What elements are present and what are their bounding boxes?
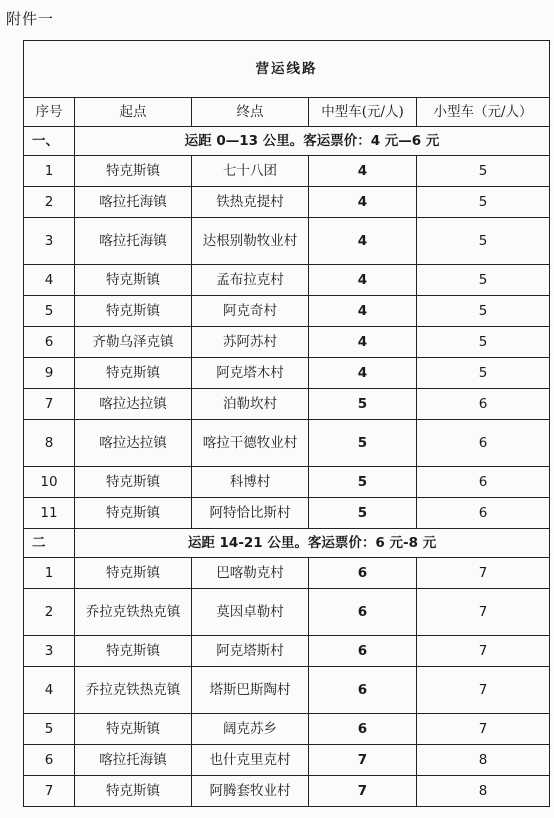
table-row — [24, 218, 550, 265]
header-index: 序号 — [24, 98, 75, 127]
row-start: 喀拉托海镇 — [75, 218, 192, 265]
route-table — [23, 40, 550, 807]
row-start: 特克斯镇 — [75, 498, 192, 529]
row-end: 阔克苏乡 — [192, 714, 309, 745]
row-small-fare: 7 — [417, 558, 550, 589]
row-index: 7 — [24, 389, 75, 420]
table-row — [24, 467, 550, 498]
row-small-fare: 6 — [417, 498, 550, 529]
row-start: 乔拉克铁热克镇 — [75, 667, 192, 714]
row-end: 塔斯巴斯陶村 — [192, 667, 309, 714]
row-end: 七十八团 — [192, 156, 309, 187]
row-start: 特克斯镇 — [75, 265, 192, 296]
table-row — [24, 714, 550, 745]
row-start: 特克斯镇 — [75, 714, 192, 745]
row-index: 2 — [24, 187, 75, 218]
row-medium-fare: 5 — [309, 498, 417, 529]
row-start: 特克斯镇 — [75, 156, 192, 187]
row-end: 铁热克提村 — [192, 187, 309, 218]
table-title: 营运线路 — [24, 41, 550, 98]
row-end: 也什克里克村 — [192, 745, 309, 776]
row-end: 巴喀勒克村 — [192, 558, 309, 589]
row-medium-fare: 4 — [309, 187, 417, 218]
row-small-fare: 7 — [417, 636, 550, 667]
row-end: 泊勒坎村 — [192, 389, 309, 420]
row-small-fare: 5 — [417, 156, 550, 187]
row-end: 莫因卓勒村 — [192, 589, 309, 636]
row-medium-fare: 5 — [309, 389, 417, 420]
row-index: 1 — [24, 558, 75, 589]
row-small-fare: 8 — [417, 745, 550, 776]
row-start: 喀拉托海镇 — [75, 187, 192, 218]
row-medium-fare: 5 — [309, 420, 417, 467]
row-medium-fare: 6 — [309, 558, 417, 589]
table-row — [24, 636, 550, 667]
row-start: 喀拉达拉镇 — [75, 420, 192, 467]
row-medium-fare: 4 — [309, 218, 417, 265]
header-medium-vehicle: 中型车(元/人) — [309, 98, 417, 127]
section-row — [24, 529, 550, 558]
row-start: 乔拉克铁热克镇 — [75, 589, 192, 636]
table-row — [24, 358, 550, 389]
row-small-fare: 7 — [417, 589, 550, 636]
row-medium-fare: 4 — [309, 327, 417, 358]
row-start: 喀拉托海镇 — [75, 745, 192, 776]
row-end: 达根别勒牧业村 — [192, 218, 309, 265]
row-start: 特克斯镇 — [75, 636, 192, 667]
table-row — [24, 265, 550, 296]
row-medium-fare: 5 — [309, 467, 417, 498]
row-medium-fare: 6 — [309, 589, 417, 636]
row-index: 10 — [24, 467, 75, 498]
row-index: 3 — [24, 218, 75, 265]
table-row — [24, 776, 550, 807]
row-index: 6 — [24, 327, 75, 358]
row-medium-fare: 7 — [309, 745, 417, 776]
row-medium-fare: 6 — [309, 714, 417, 745]
header-start: 起点 — [75, 98, 192, 127]
table-header-row — [24, 98, 550, 127]
row-small-fare: 5 — [417, 265, 550, 296]
row-index: 5 — [24, 714, 75, 745]
row-end: 孟布拉克村 — [192, 265, 309, 296]
row-start: 特克斯镇 — [75, 558, 192, 589]
header-end: 终点 — [192, 98, 309, 127]
table-title-row — [24, 41, 550, 98]
row-medium-fare: 4 — [309, 156, 417, 187]
row-small-fare: 5 — [417, 327, 550, 358]
header-small-vehicle: 小型车（元/人） — [417, 98, 550, 127]
row-small-fare: 6 — [417, 467, 550, 498]
row-end: 阿克塔木村 — [192, 358, 309, 389]
row-start: 特克斯镇 — [75, 467, 192, 498]
row-index: 1 — [24, 156, 75, 187]
row-end: 科博村 — [192, 467, 309, 498]
section-description: 运距 14-21 公里。客运票价：6 元-8 元 — [75, 529, 550, 558]
row-small-fare: 5 — [417, 358, 550, 389]
row-small-fare: 7 — [417, 714, 550, 745]
row-end: 喀拉干德牧业村 — [192, 420, 309, 467]
row-end: 阿克奇村 — [192, 296, 309, 327]
table-row — [24, 558, 550, 589]
row-medium-fare: 6 — [309, 636, 417, 667]
row-start: 特克斯镇 — [75, 358, 192, 389]
row-small-fare: 5 — [417, 187, 550, 218]
table-row — [24, 327, 550, 358]
table-row — [24, 667, 550, 714]
attachment-label: 附件一 — [6, 10, 55, 28]
row-small-fare: 6 — [417, 420, 550, 467]
section-row — [24, 127, 550, 156]
row-medium-fare: 7 — [309, 776, 417, 807]
row-medium-fare: 4 — [309, 296, 417, 327]
row-index: 2 — [24, 589, 75, 636]
row-medium-fare: 6 — [309, 667, 417, 714]
row-start: 特克斯镇 — [75, 296, 192, 327]
table-row — [24, 589, 550, 636]
row-end: 阿特恰比斯村 — [192, 498, 309, 529]
row-index: 11 — [24, 498, 75, 529]
section-description: 运距 0—13 公里。客运票价：4 元—6 元 — [75, 127, 550, 156]
section-label: 一、 — [24, 127, 75, 156]
row-small-fare: 5 — [417, 296, 550, 327]
row-small-fare: 6 — [417, 389, 550, 420]
row-index: 7 — [24, 776, 75, 807]
row-small-fare: 8 — [417, 776, 550, 807]
row-small-fare: 7 — [417, 667, 550, 714]
row-index: 9 — [24, 358, 75, 389]
row-index: 6 — [24, 745, 75, 776]
section-label: 二 — [24, 529, 75, 558]
row-medium-fare: 4 — [309, 265, 417, 296]
row-end: 阿克塔斯村 — [192, 636, 309, 667]
row-index: 8 — [24, 420, 75, 467]
row-end: 苏阿苏村 — [192, 327, 309, 358]
row-end: 阿腾套牧业村 — [192, 776, 309, 807]
table-row — [24, 745, 550, 776]
table-row — [24, 420, 550, 467]
table-row — [24, 389, 550, 420]
table-row — [24, 498, 550, 529]
row-small-fare: 5 — [417, 218, 550, 265]
row-start: 喀拉达拉镇 — [75, 389, 192, 420]
row-medium-fare: 4 — [309, 358, 417, 389]
row-index: 5 — [24, 296, 75, 327]
row-index: 4 — [24, 667, 75, 714]
table-row — [24, 156, 550, 187]
table-row — [24, 187, 550, 218]
row-start: 齐勒乌泽克镇 — [75, 327, 192, 358]
row-index: 3 — [24, 636, 75, 667]
table-row — [24, 296, 550, 327]
row-index: 4 — [24, 265, 75, 296]
row-start: 特克斯镇 — [75, 776, 192, 807]
